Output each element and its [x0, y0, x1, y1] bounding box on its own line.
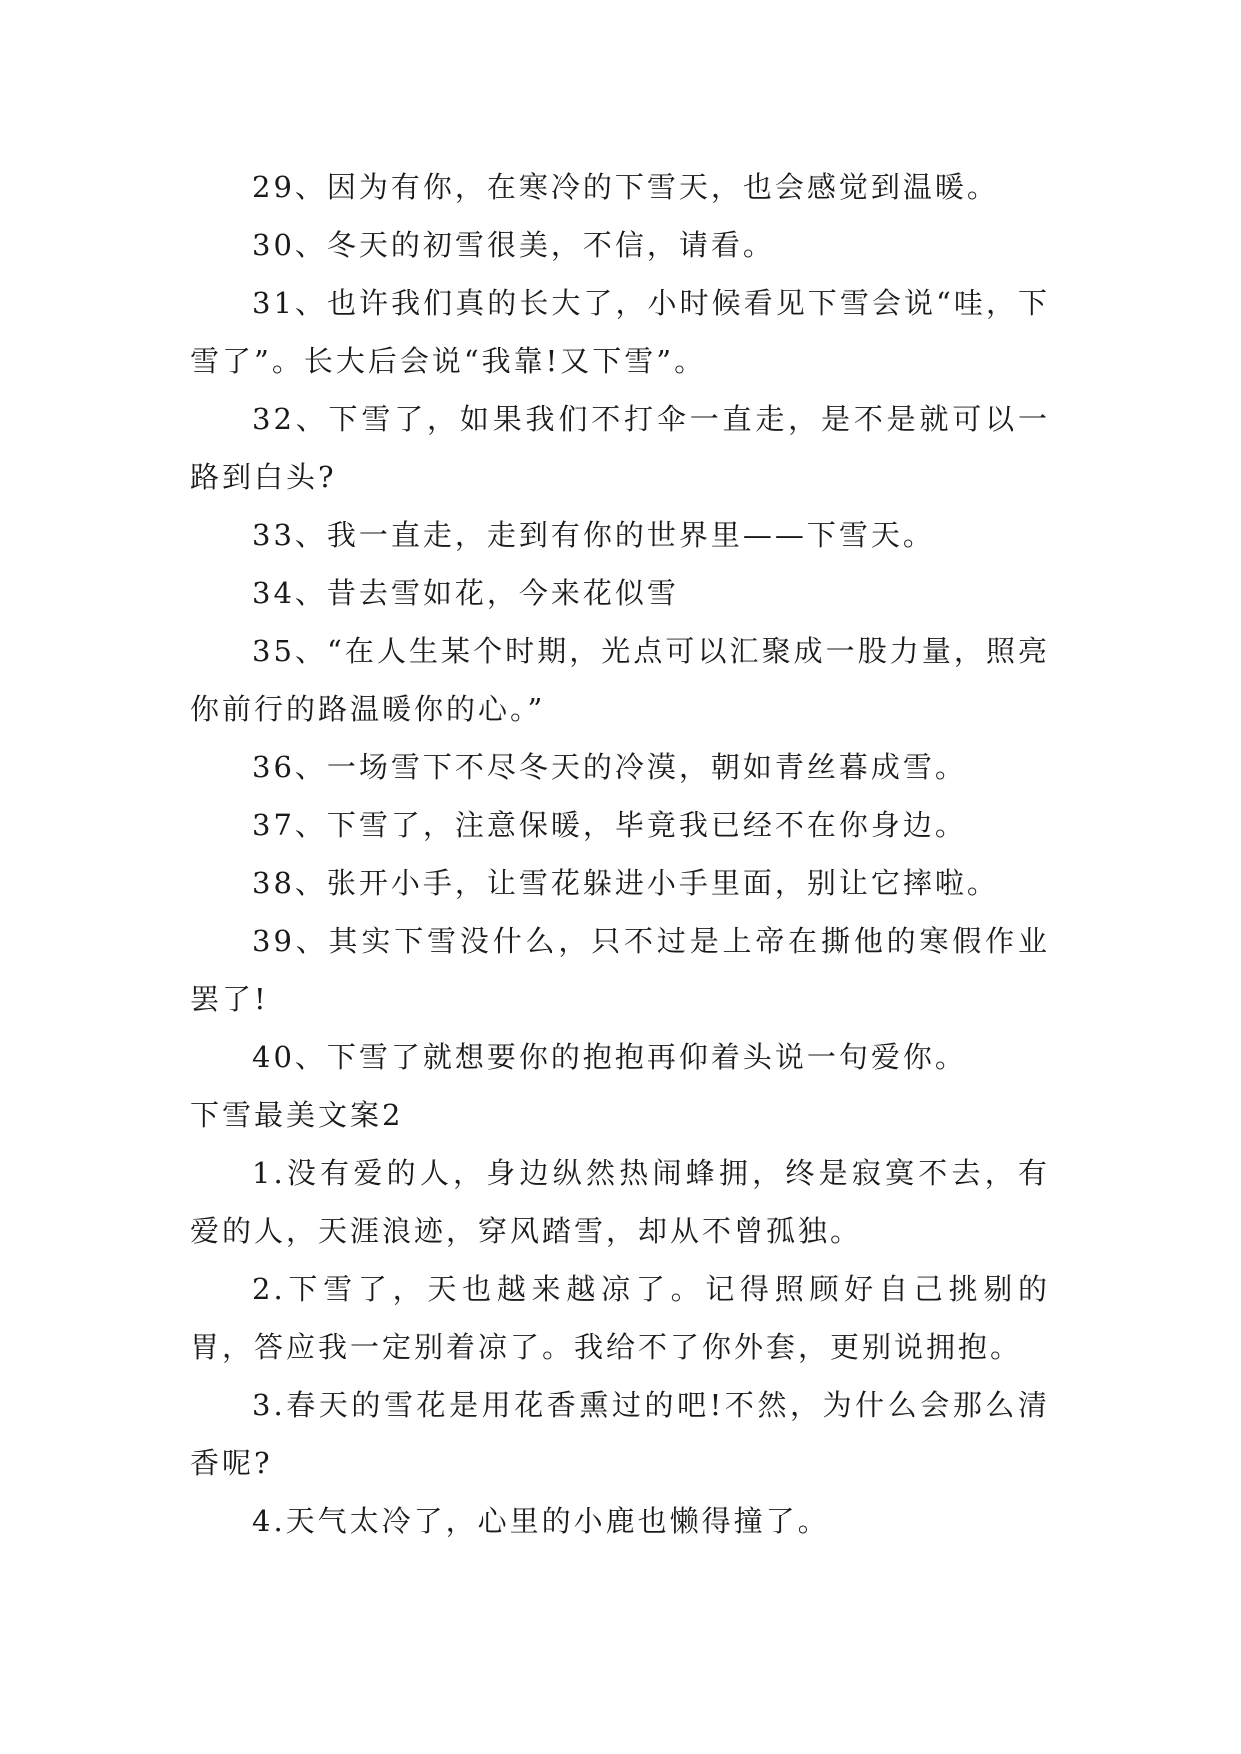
paragraph-40: 40、下雪了就想要你的抱抱再仰着头说一句爱你。 — [252, 1040, 967, 1074]
paragraph-30: 30、冬天的初雪很美，不信，请看。 — [252, 228, 775, 262]
paragraph-36: 36、一场雪下不尽冬天的冷漠，朝如青丝暮成雪。 — [252, 750, 967, 784]
paragraph-s2-2: 2.下雪了，天也越来越凉了。记得照顾好自己挑剔的胃，答应我一定别着凉了。我给不了你外套，更别说拥抱。 — [190, 1272, 1050, 1364]
paragraph-38: 38、张开小手，让雪花躲进小手里面，别让它摔啦。 — [252, 866, 999, 900]
paragraph-32: 32、下雪了，如果我们不打伞一直走，是不是就可以一路到白头? — [190, 402, 1050, 494]
paragraph-s2-4: 4.天气太冷了，心里的小鹿也懒得撞了。 — [252, 1504, 830, 1538]
paragraph-29: 29、因为有你，在寒冷的下雪天，也会感觉到温暖。 — [252, 170, 999, 204]
paragraph-33: 33、我一直走，走到有你的世界里——下雪天。 — [252, 518, 935, 552]
section-heading: 下雪最美文案2 — [190, 1098, 404, 1132]
document-body — [190, 158, 1050, 1550]
paragraph-s2-1: 1.没有爱的人，身边纵然热闹蜂拥，终是寂寞不去，有爱的人，天涯浪迹，穿风踏雪，却从不曾孤独。 — [190, 1156, 1050, 1248]
paragraph-31: 31、也许我们真的长大了，小时候看见下雪会说“哇，下雪了”。长大后会说“我靠!又下雪”。 — [190, 286, 1050, 378]
paragraph-39: 39、其实下雪没什么，只不过是上帝在撕他的寒假作业罢了! — [190, 924, 1050, 1016]
paragraph-35: 35、“在人生某个时期，光点可以汇聚成一股力量，照亮你前行的路温暖你的心。” — [190, 634, 1050, 726]
paragraph-s2-3: 3.春天的雪花是用花香熏过的吧!不然，为什么会那么清香呢? — [190, 1388, 1050, 1480]
paragraph-37: 37、下雪了，注意保暖，毕竟我已经不在你身边。 — [252, 808, 967, 842]
paragraph-34: 34、昔去雪如花，今来花似雪 — [252, 576, 679, 610]
